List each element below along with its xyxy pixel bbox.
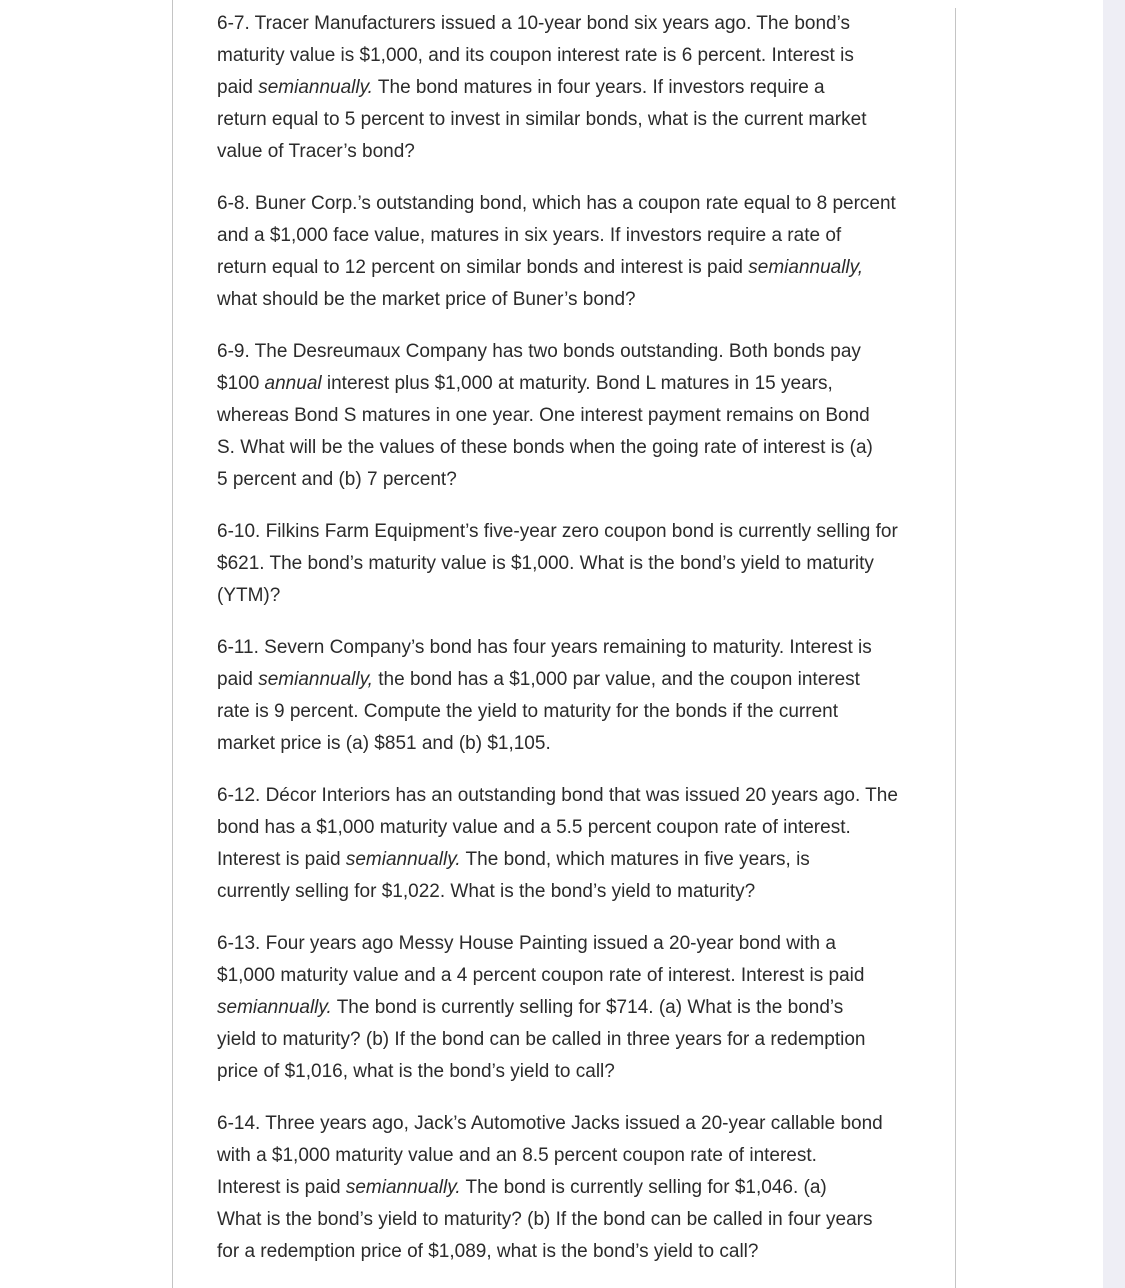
body-text: maturity value is $1,000, and its coupon interest rate is 6 percent. Interest is [217, 45, 854, 66]
emphasis-text: semiannually. [258, 77, 373, 98]
body-text: $1,000 maturity value and a 4 percent coupon rate of interest. Interest is paid [217, 965, 865, 986]
body-text: return equal to 5 percent to invest in similar bonds, what is the current market [217, 109, 867, 130]
emphasis-text: semiannually, [258, 669, 373, 690]
problem-line [217, 992, 939, 1024]
problem-line [217, 632, 939, 664]
body-text: Interest is paid [217, 849, 346, 870]
problem-line [217, 104, 939, 136]
body-text: 6-9. The Desreumaux Company has two bonds outstanding. Both bonds pay [217, 341, 861, 362]
problem-line [217, 728, 939, 760]
body-text: S. What will be the values of these bonds when the going rate of interest is (a) [217, 437, 873, 458]
problem-6-13 [217, 928, 939, 1088]
problem-line [217, 960, 939, 992]
problem-line [217, 1236, 939, 1268]
problem-line [217, 40, 939, 72]
body-text: The bond, which matures in five years, is [460, 849, 810, 870]
problem-line [217, 780, 939, 812]
problem-6-9 [217, 336, 939, 496]
problem-line [217, 844, 939, 876]
problem-line [217, 336, 939, 368]
body-text: 6-12. Décor Interiors has an outstanding bond that was issued 20 years ago. The [217, 785, 898, 806]
emphasis-text: semiannually. [345, 849, 461, 870]
body-text: with a $1,000 maturity value and an 8.5 percent coupon rate of interest. [217, 1145, 817, 1166]
body-text: value of Tracer’s bond? [217, 141, 415, 162]
problem-6-12 [217, 780, 939, 908]
body-text: price of $1,016, what is the bond’s yield to call? [217, 1061, 615, 1082]
body-text: 6-7. Tracer Manufacturers issued a 10-year bond six years ago. The bond’s [217, 13, 850, 34]
problem-line [217, 548, 939, 580]
body-text: paid [217, 669, 259, 690]
body-text: 5 percent and (b) 7 percent? [217, 469, 457, 490]
body-text: whereas Bond S matures in one year. One interest payment remains on Bond [217, 405, 870, 426]
emphasis-text: semiannually. [345, 1177, 461, 1198]
problem-line [217, 876, 939, 908]
body-text: what should be the market price of Buner’s bond? [217, 289, 636, 310]
body-text: $100 [217, 373, 265, 394]
problem-line [217, 252, 939, 284]
problem-line [217, 72, 939, 104]
body-text: 6-13. Four years ago Messy House Painting issued a 20-year bond with a [217, 933, 836, 954]
problem-line [217, 400, 939, 432]
emphasis-text: semiannually. [217, 997, 332, 1018]
problem-6-11 [217, 632, 939, 760]
problem-line [217, 664, 939, 696]
body-text: yield to maturity? (b) If the bond can be called in three years for a redemption [217, 1029, 866, 1050]
left-margin-rule [172, 0, 173, 1288]
body-text: market price is (a) $851 and (b) $1,105. [217, 733, 551, 754]
problem-line [217, 188, 939, 220]
emphasis-text: annual [264, 373, 322, 394]
body-text: The bond is currently selling for $714. (a) What is the bond’s [331, 997, 844, 1018]
problem-6-8 [217, 188, 939, 316]
body-text: 6-11. Severn Company’s bond has four years remaining to maturity. Interest is [217, 637, 872, 658]
problem-line [217, 928, 939, 960]
problem-line [217, 516, 939, 548]
body-text: 6-14. Three years ago, Jack’s Automotive Jacks issued a 20-year callable bond [217, 1113, 883, 1134]
body-text: and a $1,000 face value, matures in six years. If investors require a rate of [217, 225, 842, 246]
body-text: $621. The bond’s maturity value is $1,000. What is the bond’s yield to maturity [217, 553, 874, 574]
body-text: 6-8. Buner Corp.’s outstanding bond, which has a coupon rate equal to 8 percent [217, 193, 896, 214]
problem-line [217, 812, 939, 844]
problem-line [217, 1172, 939, 1204]
problem-line [217, 136, 939, 168]
body-text: rate is 9 percent. Compute the yield to maturity for the bonds if the current [217, 701, 838, 722]
problem-6-10 [217, 516, 939, 612]
problem-line [217, 220, 939, 252]
body-text: What is the bond’s yield to maturity? (b) If the bond can be called in four years [217, 1209, 873, 1230]
body-text: The bond is currently selling for $1,046. (a) [460, 1177, 827, 1198]
body-text: bond has a $1,000 maturity value and a 5.5 percent coupon rate of interest. [217, 817, 851, 838]
body-text: interest plus $1,000 at maturity. Bond L matures in 15 years, [321, 373, 833, 394]
problem-line [217, 1204, 939, 1236]
problem-list [217, 8, 939, 1288]
problem-line [217, 8, 939, 40]
problem-line [217, 1108, 939, 1140]
body-text: return equal to 12 percent on similar bonds and interest is paid [217, 257, 749, 278]
emphasis-text: semiannually, [748, 257, 864, 278]
problem-line [217, 432, 939, 464]
problem-line [217, 368, 939, 400]
body-text: the bond has a $1,000 par value, and the coupon interest [372, 669, 860, 690]
problem-line [217, 1024, 939, 1056]
body-text: (YTM)? [217, 585, 281, 606]
right-margin-rule [955, 8, 956, 1288]
problem-line [217, 580, 939, 612]
problem-line [217, 696, 939, 728]
body-text: currently selling for $1,022. What is the bond’s yield to maturity? [217, 881, 756, 902]
problem-line [217, 1056, 939, 1088]
body-text: 6-10. Filkins Farm Equipment’s five-year zero coupon bond is currently selling for [217, 521, 898, 542]
problem-line [217, 284, 939, 316]
problem-6-14 [217, 1108, 939, 1268]
body-text: Interest is paid [217, 1177, 346, 1198]
body-text: for a redemption price of $1,089, what is the bond’s yield to call? [217, 1241, 759, 1262]
body-text: The bond matures in four years. If investors require a [372, 77, 825, 98]
body-text: paid [217, 77, 259, 98]
problem-line [217, 464, 939, 496]
problem-6-7 [217, 8, 939, 168]
problem-line [217, 1140, 939, 1172]
